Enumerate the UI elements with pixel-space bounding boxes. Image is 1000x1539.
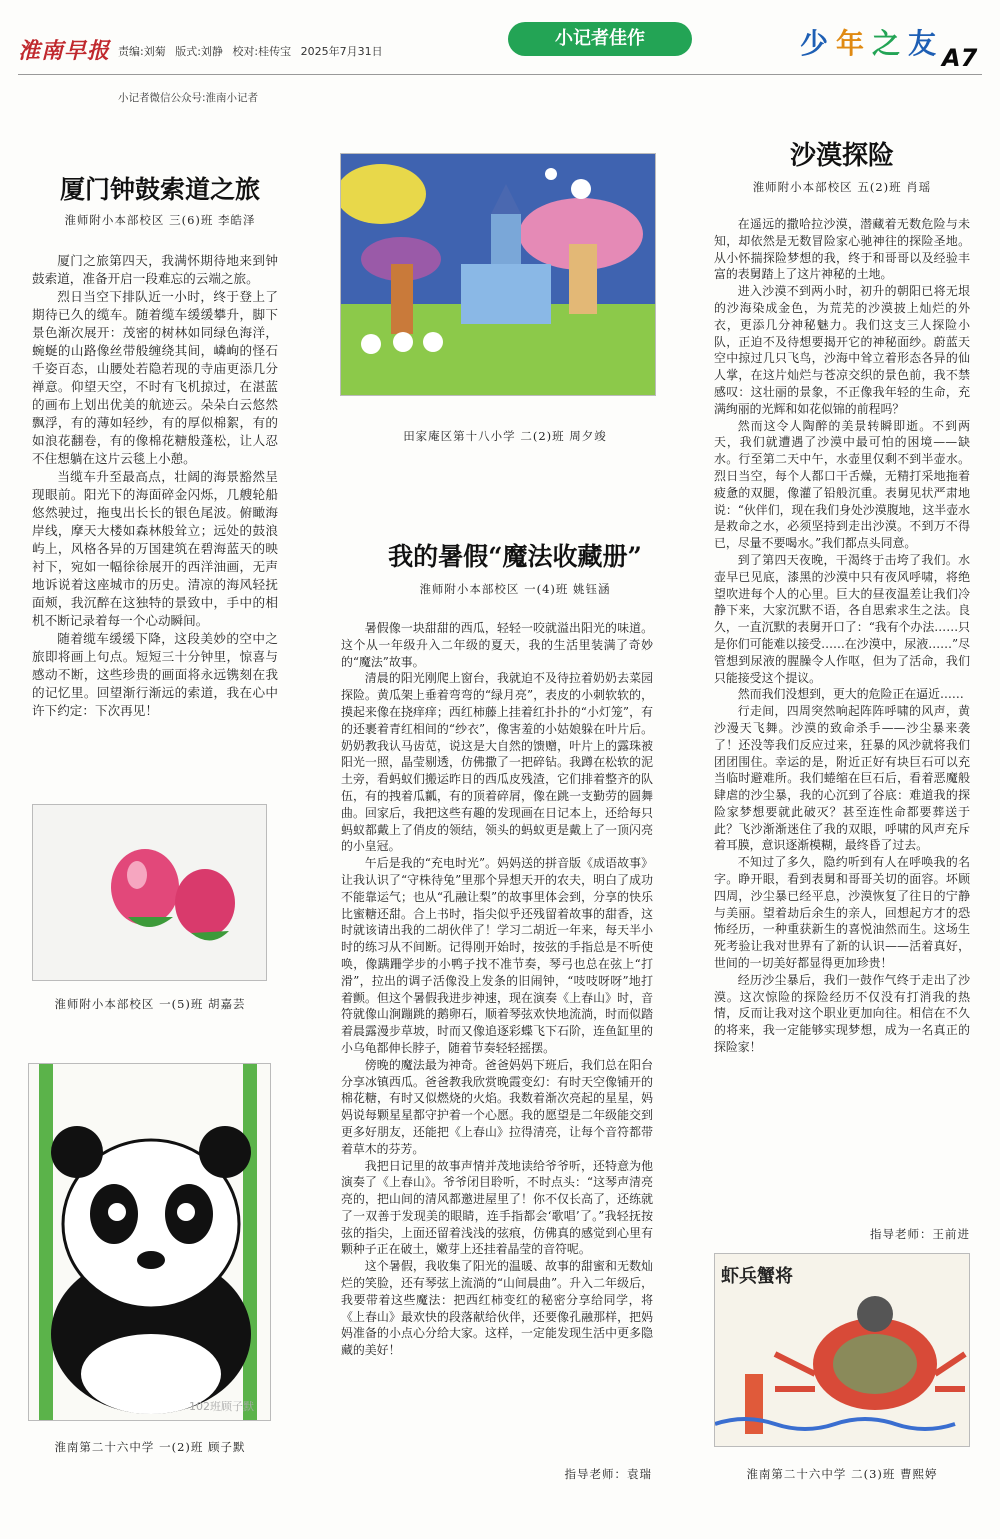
brand-char: 友 — [907, 27, 936, 60]
masthead-meta — [118, 43, 389, 59]
paragraph: 厦门之旅第四天，我满怀期待地来到钟鼓索道，准备开启一段难忘的云端之旅。 — [32, 253, 278, 286]
editor-credit: 责编:刘菊 — [118, 45, 166, 58]
crab-painting — [714, 1253, 970, 1447]
paragraph: 经历沙尘暴后，我们一鼓作气终于走出了沙漠。这次惊险的探险经历不仅没有打消我的热情，反而让我对这个职业更加向往。相信在不久的将来，我一定能够实现梦想，成为一名真正的探险家！ — [714, 972, 970, 1055]
article3-body — [714, 216, 970, 1056]
paragraph: 我把日记里的故事声情并茂地读给爷爷听，还特意为他演奏了《上春山》。爷爷闭目聆听，不时点头：“这琴声清亮亮的，把山间的清风都邀进屋里了！你不仅长高了，还练就了一双善于发现美的眼睛，连手指都会‘歌唱’了。”我轻抚按弦的指尖，上面还留着浅浅的弦痕，仿佛真的感觉到心里有颗种子正在破土，嫩芽上还挂着晶莹的音符呢。 — [341, 1158, 653, 1257]
panda-watermark: 102班顾子默 — [189, 1400, 254, 1413]
paragraph: 行走间，四周突然响起阵阵呼啸的风声，黄沙漫天飞舞。沙漠的致命杀手——沙尘暴来袭了！还没等我们反应过来，狂暴的风沙就将我们团团围住。幸运的是，附近正好有块巨石可以充当临时避难所。我们蜷缩在巨石后，看着恶魔般肆虐的沙尘暴，我的心沉到了谷底：难道我的探险家梦想要就此破灭？甚至连性命都要葬送于此？飞沙渐渐迷住了我的双眼，呼啸的风声充斥着耳膜，意识逐渐模糊，最终昏了过去。 — [714, 704, 970, 853]
column-brand — [796, 22, 940, 62]
peach-drawing — [33, 805, 267, 981]
paragraph: 清晨的阳光刚爬上窗台，我就迫不及待拉着奶奶去菜园探险。黄瓜架上垂着弯弯的“绿月亮”，表皮的小刺软软的，摸起来像在挠痒痒；西红柿藤上挂着红扑扑的“小灯笼”，有的还裹着青红相间的“纱衣”，像害羞的小姑娘躲在叶片后。奶奶教我认马齿苋，说这是大自然的馈赠，叶片上的露珠被阳光一照，晶莹剔透，仿佛撒了一把碎钻。我蹲在松软的泥土旁，看蚂蚁们搬运昨日的西瓜皮残渣，它们排着整齐的队伍，有的拽着瓜瓤，有的顶着碎屑，像在跳一支勤劳的圆舞曲。回家后，我把这些有趣的发现画在日记本上，还给每只蚂蚁都戴上了俏皮的领结，领头的蚂蚁更是戴上了一顶闪亮的小皇冠。 — [341, 671, 653, 854]
paragraph: 随着缆车缓缓下降，这段美妙的空中之旅即将画上句点。短短三十分钟里，惊喜与感动不断，这些珍贵的画面将永远镌刻在我的记忆里。回望渐行渐远的索道，我在心中许下约定：下次再见！ — [32, 631, 278, 718]
article1-byline: 淮师附小本部校区 三(6)班 李皓泽 — [64, 213, 256, 227]
paragraph: 到了第四天夜晚，干渴终于击垮了我们。水壶早已见底，漆黑的沙漠中只有夜风呼啸，将绝望吹进每个人的心里。巨大的昼夜温差让我们冷静下来，大家沉默不语，各自思索求生之法。良久，一直沉默的表舅开口了：“我有个办法……只是你们可能难以接受……在沙漠中，尿液……”尽管想到尿液的腥臊令人作呕，但为了活命，我们只能接受这个提议。 — [714, 552, 970, 685]
article2-teacher: 指导老师：袁瑞 — [564, 1467, 652, 1481]
brand-char: 少 — [799, 27, 828, 60]
article3-byline: 淮师附小本部校区 五(2)班 肖瑶 — [752, 180, 932, 194]
paragraph: 当缆车升至最高点，壮阔的海景豁然呈现眼前。阳光下的海面碎金闪烁，几艘轮船悠然驶过，拖曳出长长的银色尾波。俯瞰海岸线，摩天大楼如森林般耸立；远处的鼓浪屿上，风格各异的万国建筑在碧海蓝天的映衬下，宛如一幅徐徐展开的西洋油画，无声地诉说着这座城市的历史。清凉的海风轻抚面颊，我沉醉在这独特的景致中，手中的相机不断记录着每一个心动瞬间。 — [32, 469, 278, 628]
wechat-account: 小记者微信公众号:淮南小记者 — [118, 92, 259, 104]
layout-credit: 版式:刘静 — [175, 45, 223, 58]
paragraph: 然而我们没想到，更大的危险正在逼近…… — [737, 687, 964, 702]
paragraph: 暑假像一块甜甜的西瓜，轻轻一咬就溢出阳光的味道。这个从一年级升入二年级的夏天，我的生活里装满了奇妙的“魔法”故事。 — [341, 621, 653, 669]
article2-body — [341, 620, 653, 1359]
paragraph: 这个暑假，我收集了阳光的温暖、故事的甜蜜和无数灿烂的笑脸，还有琴弦上流淌的“山间晨曲”。升入二年级后，我要带着这些魔法：把西红柿变红的秘密分享给同学，将《上春山》最欢快的段落献给伙伴，还要像孔融那样，把妈妈准备的小点心分给大家。这样，一定能发现生活中更多隐藏的美好！ — [341, 1259, 653, 1358]
crab-caption: 淮南第二十六中学 二(3)班 曹熙婷 — [746, 1467, 938, 1481]
newspaper-logo: 淮南早报 — [18, 38, 111, 64]
paragraph: 午后是我的“充电时光”。妈妈送的拼音版《成语故事》让我认识了“守株待兔”里那个异想天开的农夫，明白了成功不能靠运气；也从“孔融让梨”的故事里体会到，分享的快乐比蜜糖还甜。合上书时，指尖似乎还残留着故事的甜香，这时就该请出我的二胡伙伴了！学习二胡近一年来，每天半小时的练习从不间断。记得刚开始时，按弦的手指总是不听使唤，像蹒跚学步的小鸭子找不准节奏，琴弓也总在弦上“打滑”，拉出的调子活像没上发条的旧闹钟，“吱吱呀呀”地打着颤。但这个暑假我进步神速，现在演奏《上春山》时，音符就像山涧蹦跳的鹅卵石，顺着琴弦欢快地流淌，时而似踏着晨露漫步草坡，时而又像追逐彩蝶飞下石阶，连鱼缸里的小乌龟都伸长脖子，随着节奏轻轻摇摆。 — [341, 856, 653, 1055]
panda-painting — [28, 1063, 271, 1421]
paragraph: 在遥远的撒哈拉沙漠，潜藏着无数危险与未知，却依然是无数冒险家心驰神往的探险圣地。从小怀揣探险梦想的我，终于和哥哥以及经验丰富的表舅踏上了这片神秘的土地。 — [714, 217, 970, 282]
paragraph: 进入沙漠不到两小时，初升的朝阳已将无垠的沙海染成金色，为荒芜的沙漠披上灿烂的外衣，更添几分神秘魅力。我们这支三人探险小队，正迫不及待想要揭开它的神秘面纱。蔚蓝天空中掠过几只飞鸟，沙海中耸立着形态各异的仙人掌，在这片灿烂与苍凉交织的景色前，我不禁感叹：这壮丽的景象，不正像我年轻的生命，充满绚丽的光辉和如花似锦的前程吗？ — [714, 284, 970, 416]
brand-char: 年 — [835, 27, 864, 60]
panda-drawing — [29, 1064, 271, 1421]
mushroom-painting — [340, 153, 656, 396]
article1-body — [32, 252, 278, 720]
article2-title: 我的暑假“魔法收藏册” — [388, 542, 642, 571]
panda-caption: 淮南第二十六中学 一(2)班 顾子默 — [54, 1440, 246, 1454]
page-number: A7 — [942, 44, 978, 72]
article3-title: 沙漠探险 — [789, 141, 894, 171]
section-title: 小记者佳作 — [508, 22, 692, 56]
article3-teacher: 指导老师：王前进 — [870, 1227, 970, 1241]
paragraph: 傍晚的魔法最为神奇。爸爸妈妈下班后，我们总在阳台分享冰镇西瓜。爸爸教我欣赏晚霞变幻：有时天空像铺开的棉花糖，有时又似燃烧的火焰。我数着渐次亮起的星星，妈妈说每颗星星都守护着一个心愿。我的愿望是二年级能交到更多好朋友，还能把《上春山》拉得清亮，让每个音符都带着草木的芬芳。 — [341, 1057, 653, 1156]
paragraph: 烈日当空下排队近一小时，终于登上了期待已久的缆车。随着缆车缓缓攀升，脚下景色渐次展开：茂密的树林如同绿色海洋，蜿蜒的山路像丝带般缠绕其间，嶙峋的怪石千姿百态，山腰处若隐若现的寺庙更添几分禅意。仰望天空，不时有飞机掠过，在湛蓝的画布上划出优美的航迹云。朵朵白云悠然飘浮，有的薄如轻纱，有的厚似棉絮，有的如浪花翻卷，有的像棉花糖般蓬松，让人忍不住想躺在这片云毯上小憩。 — [32, 289, 278, 466]
issue-date: 2025年7月31日 — [300, 45, 383, 58]
paragraph: 不知过了多久，隐约听到有人在呼唤我的名字。睁开眼，看到表舅和哥哥关切的面容。坏顾四周，沙尘暴已经平息，沙漠恢复了往日的宁静与美丽。望着劫后余生的亲人，回想起方才的恐怖经历，一种重获新生的喜悦油然而生。这场生死考验让我对世界有了新的认识——活着真好，世间的一切美好都显得更加珍贵！ — [714, 855, 970, 971]
paragraph: 然而这令人陶醉的美景转瞬即逝。不到两天，我们就遭遇了沙漠中最可怕的困境——缺水。行至第二天中午，水壶里仅剩不到半壶水。烈日当空，每个人都口干舌燥，无精打采地拖着疲惫的双腿，像灌了铅般沉重。表舅见状严肃地说：“伙伴们，现在我们身处沙漠腹地，这半壶水是救命之水，必须坚持到走出沙漠。不到万不得已，尽量不要喝水。”我们都点头同意。 — [714, 418, 970, 551]
mushroom-drawing — [341, 154, 656, 396]
article1-title: 厦门钟鼓索道之旅 — [59, 175, 260, 204]
crab-painting-title: 虾兵蟹将 — [721, 1266, 793, 1287]
peach-caption: 淮师附小本部校区 一(5)班 胡嘉芸 — [54, 997, 246, 1011]
peach-painting — [32, 804, 267, 981]
mushroom-caption: 田家庵区第十八小学 二(2)班 周夕竣 — [403, 429, 607, 443]
brand-char: 之 — [871, 27, 900, 60]
article2-byline: 淮师附小本部校区 一(4)班 姚钰涵 — [419, 582, 611, 596]
proof-credit: 校对:桂传宝 — [232, 45, 292, 58]
masthead-divider — [18, 74, 982, 75]
